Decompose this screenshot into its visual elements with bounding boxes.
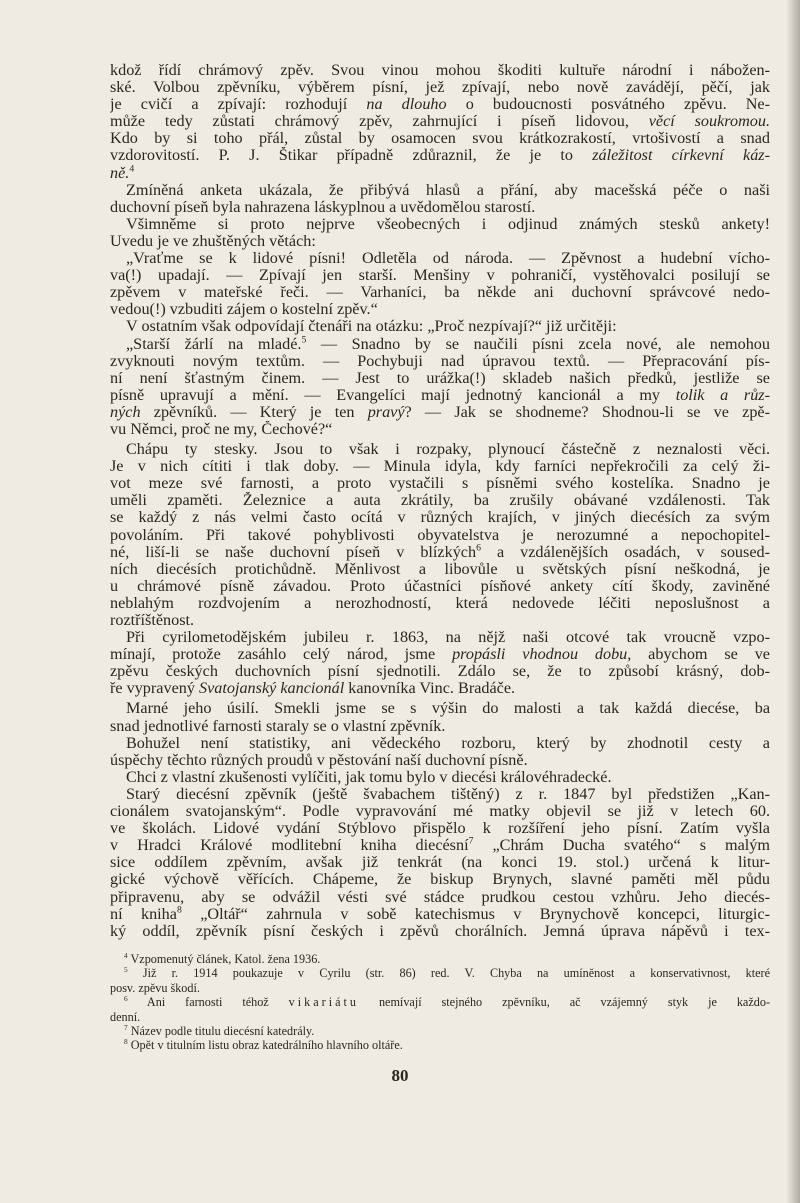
footnote	[110, 995, 770, 1024]
text-run: uměli zpaměti. Železnice a auta zkrátily, ba zrušily obávané vzdálenosti. Tak	[110, 492, 770, 510]
text-line	[110, 680, 770, 697]
text-run: vedou(!) vzbuditi zájem o kostelní zpěv.“	[110, 301, 378, 319]
paragraph	[110, 62, 770, 182]
paragraph	[110, 250, 770, 318]
text-run: zvyknouti novým textům. — Pochybuji nad úpravou textů. — Přepracování pís-	[110, 352, 770, 370]
text-run: va(!) upadají. — Zpívají jen starší. Menšiny v pohraničí, vystěhovalci posilují se	[110, 267, 770, 285]
text-line	[110, 854, 770, 871]
text-run: Zmíněná anketa ukázala, že přibývá hlasů a přání, aby macešská péče o naši	[126, 181, 770, 199]
text-run: je cvičí a zpívají: rozhodují	[110, 96, 367, 114]
text-line	[110, 250, 770, 267]
text-line	[110, 353, 770, 370]
text-run: nemívají stejného zpěvníku, ač vzájemný styk je každo-	[359, 995, 770, 1010]
text-line	[110, 284, 770, 301]
italic-text: záležitost církevní káz-	[592, 147, 770, 165]
text-line	[110, 165, 770, 182]
text-line	[110, 527, 770, 544]
footnote-marker: 5	[301, 335, 307, 346]
text-run: ? — Jak se shodneme? Shodnou-li se ve zpě-	[404, 403, 770, 421]
text-run: povoláním. Při takové pohyblivosti obyvatelstva je nerozumné a nepochopitel-	[110, 526, 770, 544]
text-line	[110, 966, 770, 980]
paragraph	[110, 769, 770, 786]
text-run: gické výchově věřících. Chápeme, že biskup Brynych, slavné paměti měl půdu	[110, 871, 770, 889]
text-line	[110, 1038, 770, 1052]
text-run: Starý diecésní zpěvník (ještě švabachem tištěný) z r. 1847 byl předstižen „Kan-	[126, 785, 770, 803]
text-run: úspěchy těchto různých proudů v pěstování naší duchovní písně.	[110, 751, 528, 769]
text-run: roztříštěnost.	[110, 612, 195, 629]
text-run: Při cyrilometodějském jubileu r. 1863, na nějž naši otcové tak vroucně vzpo-	[126, 629, 770, 647]
scan-edge-shadow	[786, 0, 800, 1203]
footnotes	[110, 952, 770, 1053]
paragraph	[110, 735, 770, 769]
text-line	[110, 475, 770, 492]
paragraph	[110, 182, 770, 216]
text-line	[110, 318, 770, 335]
text-line	[110, 130, 770, 147]
text-line	[110, 871, 770, 888]
paragraph	[110, 216, 770, 250]
footnote	[110, 1024, 770, 1038]
text-run: v Hradci Králové modlitební kniha diecésní	[110, 837, 469, 855]
text-line	[110, 404, 770, 421]
text-run: písně upravují a mění. — Evangelíci mají jednotný kancionál a my	[110, 386, 676, 404]
footnote	[110, 952, 770, 966]
text-line	[110, 663, 770, 680]
text-run: ních diecésích protichůdně. Měnlivost a libovůle u světských písní neškodná, je	[110, 560, 770, 578]
footnote-marker: 4	[124, 952, 128, 960]
text-run: Je v nich cítiti i tlak doby. — Minula idyla, kdy farníci nepřekročili za celý ži-	[110, 458, 770, 476]
text-line	[110, 1024, 770, 1038]
italic-text: propásli vhodnou dobu,	[452, 646, 632, 664]
text-run: Bohužel není statistiky, ani vědeckého rozboru, který by zhodnotil cesty a	[126, 734, 770, 752]
text-line	[110, 700, 770, 717]
text-line	[110, 952, 770, 966]
text-run: Název podle titulu diecésní katedrály.	[127, 1023, 315, 1038]
text-run: zpěvu českých duchovních písní sjednotili. Zdálo se, že to způsobí krásný, dob-	[110, 663, 770, 681]
text-line	[110, 995, 770, 1009]
text-run: „Starší žárlí na mladé.	[126, 335, 302, 353]
text-run: se každý z nás velmi často ocítá v různých krajích, v jiných diecésích za svým	[110, 509, 770, 527]
text-run: „Vraťme se k lidové písni! Odletěla od národa. — Zpěvnost a hudební vícho-	[126, 250, 770, 268]
text-run: Vzpomenutý článek, Katol. žena 1936.	[127, 952, 321, 966]
text-run: ní není šťastným činem. — Jest to urážka(!) skladeb našich předků, jestliže se	[110, 369, 770, 387]
text-line	[110, 509, 770, 526]
text-line	[110, 820, 770, 837]
text-line	[110, 458, 770, 475]
text-line	[110, 233, 770, 250]
text-run: „Oltář“ zahrnula v sobě katechismus v Brynychově koncepci, liturgic-	[181, 905, 770, 923]
footnote-marker: 8	[176, 905, 182, 916]
paragraph	[110, 629, 770, 697]
text-line	[110, 837, 770, 854]
text-run: zpěvem v mateřské řeči. — Varhaníci, ba někde ani duchovní správcové nedo-	[110, 284, 770, 302]
text-run: vzdorovitostí. P. J. Štikar případně zdůraznil, že je to	[110, 147, 593, 165]
text-run: ve školách. Lidové vydání Stýblovo přispělo k rozšíření jeho písní. Zatím vyšla	[110, 820, 770, 838]
text-line	[110, 923, 770, 940]
text-run: posv. zpěvu škodí.	[110, 980, 200, 995]
text-run: vu Němci, proč ne my, Čechové?“	[110, 420, 333, 438]
text-line	[110, 79, 770, 96]
text-run: neblahým rozdvojením a nerozhodností, která nedovede léčiti neposlušnost a	[110, 594, 770, 612]
italic-text: ně.	[110, 164, 130, 182]
text-run: mínají, protože zasáhlo celý národ, jsme	[110, 646, 453, 664]
text-run: ře vypravený	[110, 680, 199, 698]
italic-text: tolik a růz-	[675, 386, 770, 404]
text-line	[110, 199, 770, 216]
text-run: a vzdálenějších osadách, v soused-	[480, 543, 770, 561]
text-run: V ostatním však odpovídají čtenáři na otázku: „Proč nezpívají?“ již určitěji:	[126, 318, 617, 336]
text-run: „Chrám Ducha svatého“ s malým	[473, 837, 770, 855]
text-run: kanovníka Vinc. Bradáče.	[344, 680, 516, 698]
text-run: Chci z vlastní zkušenosti vylíčiti, jak tomu bylo v diecési královéhradecké.	[126, 768, 612, 786]
text-run: sice oddílem zpěvním, avšak již tenkrát (na konci 19. stol.) určená k litur-	[110, 854, 770, 872]
text-run: připravenu, aby se odvážil vésti své stádce prudkou cestou vzhůru. Jeho diecés-	[110, 888, 770, 906]
italic-text: ných	[110, 403, 141, 421]
text-line	[110, 182, 770, 199]
text-line	[110, 96, 770, 113]
text-run: ní kniha	[110, 905, 177, 923]
text-line	[110, 113, 770, 130]
text-run: denní.	[110, 1009, 141, 1024]
italic-text: na dlouho	[366, 96, 447, 114]
italic-text: Svatojanský kancionál	[199, 680, 345, 698]
text-line	[110, 718, 770, 735]
text-line	[110, 561, 770, 578]
text-run: o budoucnosti posvátného zpěvu. Ne-	[446, 96, 770, 114]
text-run: vot meze své farnosti, a proto vystačili s písněmi svého kostelíka. Snadno je	[110, 475, 770, 493]
footnote-marker: 6	[476, 543, 481, 554]
text-line	[110, 595, 770, 612]
text-line	[110, 629, 770, 646]
text-line	[110, 544, 770, 561]
text-line	[110, 421, 770, 438]
italic-text: věcí soukromou.	[648, 113, 770, 131]
text-run: zpěvníků. — Který je ten	[140, 403, 368, 421]
text-run: cionálem svatojanským“. Podle vypravování mé matky objevil se již v letech 60.	[110, 803, 770, 821]
text-run: může tedy zůstati chrámový zpěv, zahrnující i píseň lidovou,	[110, 113, 649, 131]
text-run: né, liší-li se naše duchovní píseň v blízkých	[110, 543, 477, 561]
text-line	[110, 612, 770, 629]
text-line	[110, 267, 770, 284]
text-line	[110, 216, 770, 233]
text-line	[110, 786, 770, 803]
footnote-marker: 7	[124, 1023, 128, 1032]
text-run: Kdo by si toho přál, zůstal by osamocen svou krátkozrakostí, vrtošivostí a snad	[110, 130, 770, 148]
footnote	[110, 966, 770, 995]
italic-text: pravý	[367, 403, 405, 421]
footnote-marker: 7	[468, 837, 474, 847]
text-run: Opět v titulním listu obraz katedrálního hlavního oltáře.	[127, 1038, 403, 1053]
spaced-text: vikariátu	[288, 995, 359, 1010]
paragraph	[110, 318, 770, 335]
text-run: Všimněme si proto nejprve všeobecných i odjinud známých stesků ankety!	[126, 215, 770, 233]
text-run: duchovní píseň byla nahrazena láskyplnou a uvědomělou starostí.	[110, 198, 536, 216]
paragraph	[110, 441, 770, 629]
text-line	[110, 803, 770, 820]
footnote-marker: 6	[124, 995, 128, 1004]
text-line	[110, 752, 770, 769]
text-line	[110, 301, 770, 318]
text-line	[110, 1010, 770, 1024]
text-line	[110, 492, 770, 509]
paragraph	[110, 336, 770, 439]
text-line	[110, 981, 770, 995]
text-line	[110, 735, 770, 752]
text-run: kdož řídí chrámový zpěv. Svou vinou mohou škoditi kultuře národní i nábožen-	[110, 62, 770, 79]
text-run: u chrámové písně závadou. Proto účastníci písňové ankety cítí škody, zaviněné	[110, 577, 770, 595]
text-run: snad jednotlivé farnosti staraly se o vlastní zpěvník.	[110, 717, 446, 735]
text-run: ské. Volbou zpěvníku, výběrem písní, jež zpívají, nebo nově zavádějí, pěčí, jak	[110, 79, 770, 97]
text-line	[110, 370, 770, 387]
text-run: Chápu ty stesky. Jsou to však i rozpaky, plynoucí částečně z neznalosti věci.	[126, 441, 770, 459]
text-line	[110, 441, 770, 458]
text-run: Marné jeho úsilí. Smekli jsme se s výšin do malosti a tak každá diecése, ba	[126, 700, 770, 718]
text-run: ký oddíl, zpěvník písní českých i zpěvů chorálních. Jemná úprava nápěvů i tex-	[110, 922, 770, 940]
footnote-marker: 4	[129, 164, 135, 175]
text-run: Uvedu je ve zhuštěných větách:	[110, 232, 316, 250]
text-line	[110, 62, 770, 79]
text-run: Ani farnosti téhož	[127, 995, 289, 1010]
text-line	[110, 646, 770, 663]
footnote-marker: 8	[124, 1038, 128, 1047]
text-run: abychom se ve	[631, 646, 770, 664]
paragraph	[110, 700, 770, 734]
footnote	[110, 1038, 770, 1052]
text-line	[110, 336, 770, 353]
text-line	[110, 906, 770, 923]
page-number: 80	[391, 1066, 409, 1085]
text-line	[110, 578, 770, 595]
body-text	[110, 62, 770, 940]
footnote-marker: 5	[124, 966, 128, 975]
text-run: — Snadno by se naučili písni zcela nové, ale nemohou	[306, 335, 770, 353]
text-line	[110, 147, 770, 164]
paragraph	[110, 786, 770, 940]
text-line	[110, 769, 770, 786]
text-line	[110, 387, 770, 404]
text-run: Již r. 1914 poukazuje v Cyrilu (str. 86) red. V. Chyba na umíněnost a konservativnost, které	[127, 966, 770, 981]
text-line	[110, 889, 770, 906]
